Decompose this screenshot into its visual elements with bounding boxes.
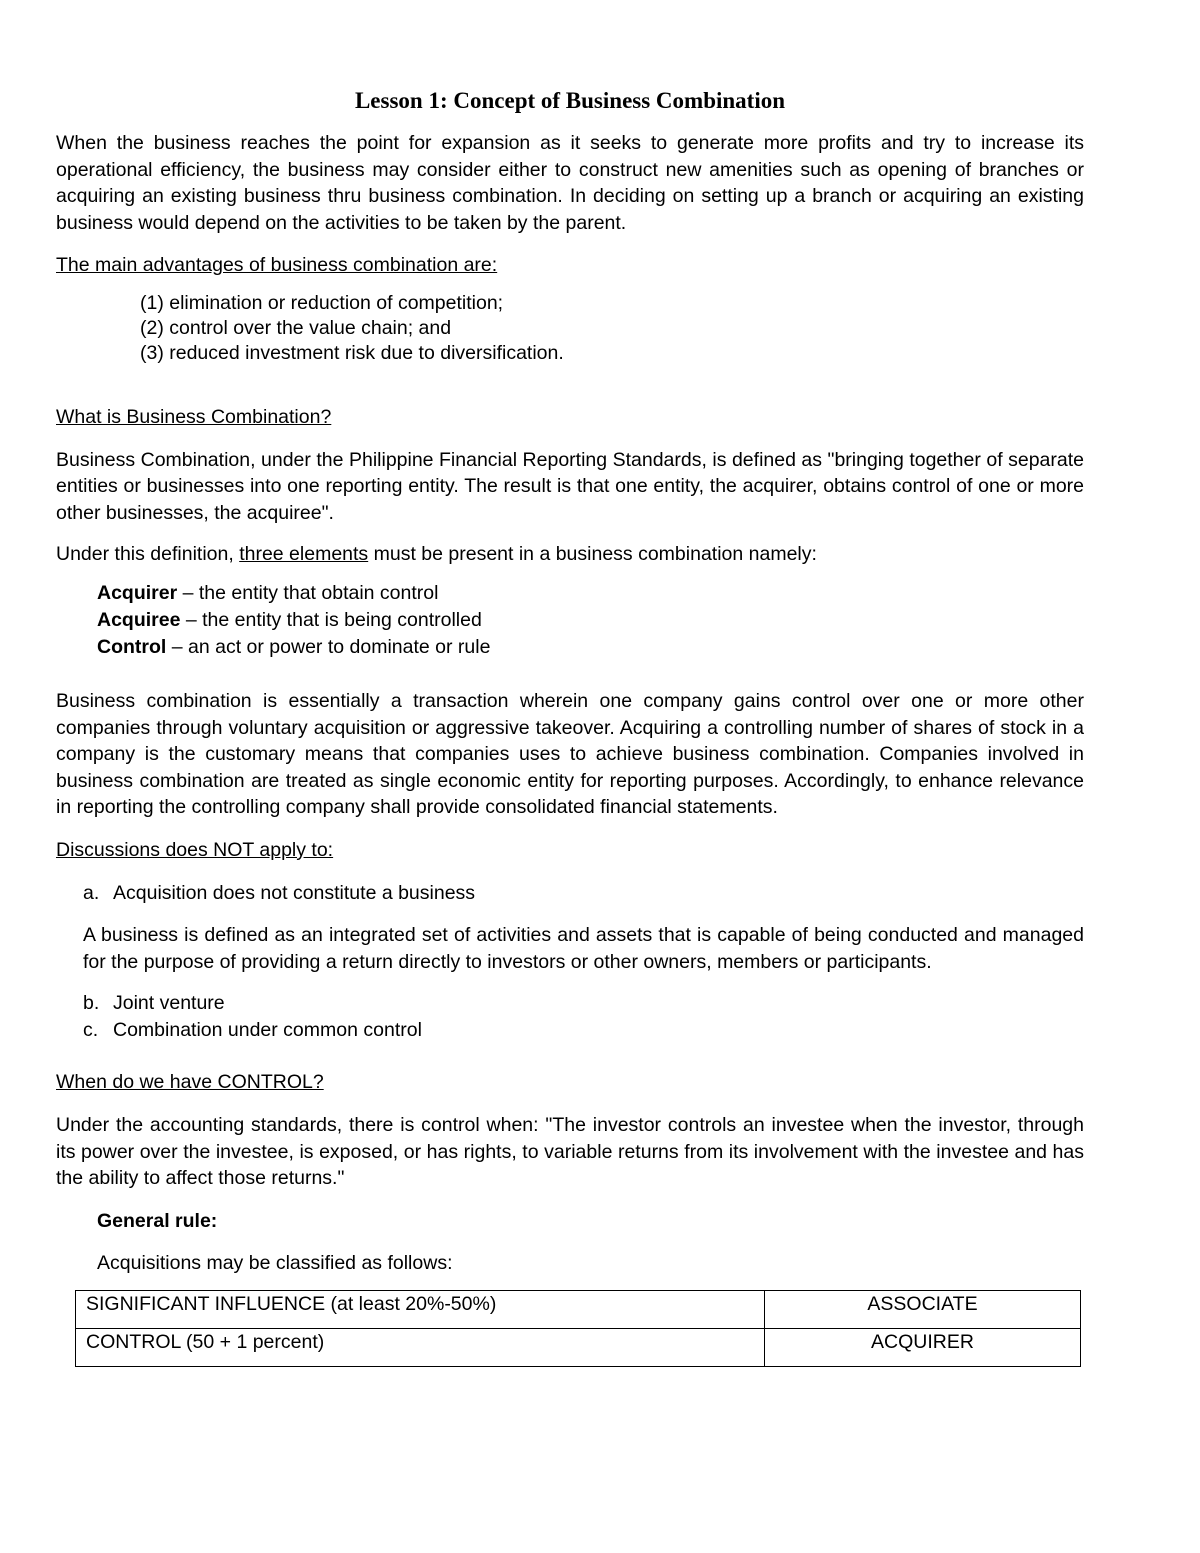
- table-row: [76, 1329, 1081, 1367]
- elements-list: [97, 580, 1084, 661]
- not-apply-item-c: c. Combination under common control: [83, 1018, 422, 1041]
- classification-table: [75, 1290, 1081, 1367]
- intro-paragraph: When the business reaches the point for expansion as it seeks to generate more profits and try to increase its operational efficiency, the business may consider either to construct new amenities such as opening of branches or acquiring an existing business thru business combination. In deciding on setting up a branch or acquiring an existing business would depend on the activities to be taken by the parent.: [56, 132, 1084, 234]
- essence-paragraph: Business combination is essentially a transaction wherein one company gains control over one or more other companies through voluntary acquisition or aggressive takeover. Acquiring a controlling number of shares of stock in a company is the customary means that companies uses to achieve business combination. Companies involved in business combination are treated as single economic entity for reporting purposes. Accordingly, to enhance relevance in reporting the controlling company shall provide consolidated financial statements.: [56, 689, 1084, 819]
- table-cell-result: ACQUIRER: [765, 1329, 1081, 1367]
- table-cell-result: ASSOCIATE: [765, 1291, 1081, 1329]
- list-item: (3) reduced investment risk due to diversification.: [140, 341, 564, 364]
- list-item: (1) elimination or reduction of competition;: [140, 291, 504, 314]
- document-page: [56, 86, 1084, 1367]
- element-control: Control – an act or power to dominate or rule: [97, 635, 491, 658]
- business-definition: A business is defined as an integrated set of activities and assets that is capable of being conducted and managed for the purpose of providing a return directly to investors or other owners, members or participants.: [83, 924, 1084, 973]
- list-item: (2) control over the value chain; and: [140, 316, 452, 339]
- element-acquiree: Acquiree – the entity that is being controlled: [97, 608, 482, 631]
- general-rule-heading: General rule:: [97, 1209, 218, 1232]
- three-elements-phrase: three elements: [239, 543, 369, 566]
- control-paragraph: Under the accounting standards, there is control when: "The investor controls an investee when the investor, through its power over the investee, is exposed, or has rights, to variable returns from its involvement with the investee and has the ability to affect those returns.": [56, 1114, 1084, 1190]
- not-apply-item-a: a. Acquisition does not constitute a business: [83, 881, 476, 904]
- lesson-title: Lesson 1: Concept of Business Combination: [354, 88, 786, 113]
- element-acquirer: Acquirer – the entity that obtain control: [97, 581, 439, 604]
- table-row: [76, 1291, 1081, 1329]
- what-is-heading: What is Business Combination?: [56, 405, 332, 428]
- classified-intro: Acquisitions may be classified as follows:: [97, 1252, 453, 1275]
- not-apply-item-b: b. Joint venture: [83, 992, 225, 1015]
- advantages-list: [140, 291, 1084, 366]
- advantages-heading: The main advantages of business combination are:: [56, 254, 498, 277]
- control-heading: When do we have CONTROL?: [56, 1071, 324, 1094]
- three-elements-sentence: Under this definition, three elements must be present in a business combination namely:: [56, 543, 817, 566]
- not-apply-heading: Discussions does NOT apply to:: [56, 838, 334, 861]
- definition-paragraph: Business Combination, under the Philippine Financial Reporting Standards, is defined as "bringing together of separate entities or businesses into one reporting entity. The result is that one entity, the acquirer, obtains control of one or more other businesses, the acquiree".: [56, 448, 1084, 524]
- table-cell-condition: SIGNIFICANT INFLUENCE (at least 20%-50%): [76, 1291, 765, 1329]
- table-cell-condition: CONTROL (50 + 1 percent): [76, 1329, 765, 1367]
